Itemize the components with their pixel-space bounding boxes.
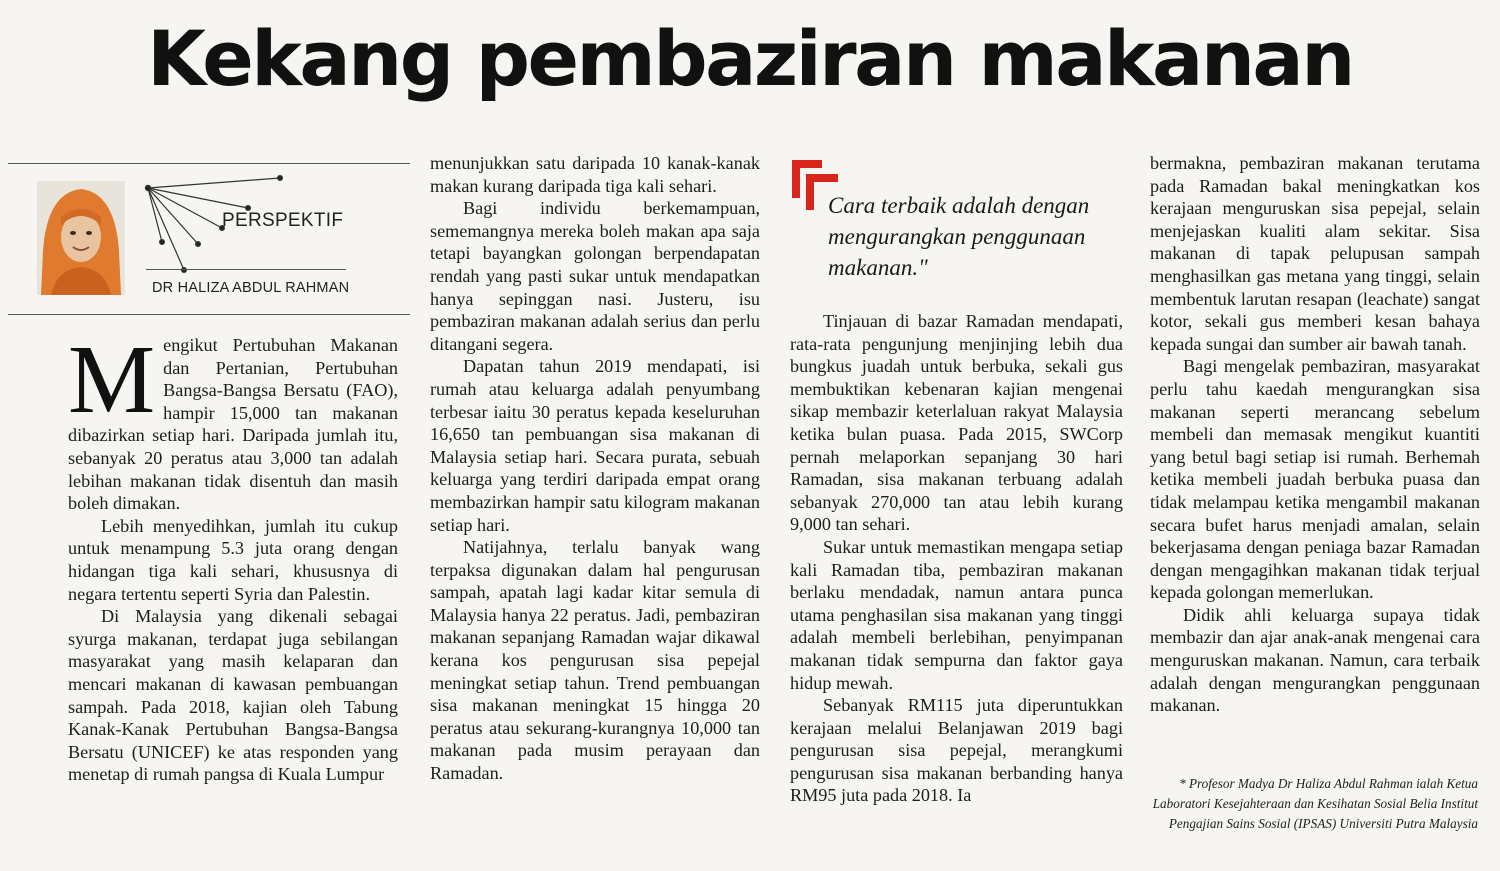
paragraph: Tinjauan di bazar Ramadan mendapati, rata-rata pengunjung menjinjing lebih dua bungkus juadah untuk berbuka, sekali gus membuktikan kebenaran kajian mengenai sikap membazir keterlaluan rakyat Malaysia ketika bulan puasa. Pada 2015, SWCorp pernah melaporkan sepanjang 30 hari Ramadan, sisa makanan terbuang adalah sebanyak 270,000 tan atau lebih kurang 9,000 tan sehari. [790,311,1123,535]
article-column-4 [1150,152,1480,717]
paragraph: Sukar untuk memastikan mengapa setiap kali Ramadan tiba, pembaziran makanan berlaku mendadak, namun antara punca utama penghasilan sisa makanan yang tinggi adalah membeli berlebihan, penyimpanan makanan tidak sempurna dan faktor gaya hidup mewah. [790,536,1123,693]
paragraph: Dapatan tahun 2019 mendapati, isi rumah atau keluarga adalah penyumbang terbesar iaitu 30 peratus kepada keseluruhan 16,650 tan pembuangan sisa makanan di Malaysia setiap hari. Secara purata, sebuah keluarga yang terdiri daripada empat orang membazirkan hampir satu kilogram makanan setiap hari. [430,356,760,535]
header-rule-mid [146,269,346,270]
paragraph: Lebih menyedihkan, jumlah itu cukup untuk menampung 5.3 juta orang dengan hidangan tiga kali sehari, khususnya di negara tertentu seperti Syria dan Palestin. [68,515,398,604]
paragraph: Sebanyak RM115 juta diperuntukkan kerajaan melalui Belanjawan 2019 bagi pengurusan sisa pepejal, merangkumi pengurusan sisa makanan berbanding hanya RM95 juta pada 2018. Ia [790,695,1123,806]
paragraph: menunjukkan satu daripada 10 kanak-kanak makan kurang daripada tiga kali sehari. [430,153,760,196]
drop-cap: M [68,326,156,434]
author-byline: DR HALIZA ABDUL RAHMAN [152,280,350,296]
pull-quote: Cara terbaik adalah dengan mengurangkan penggunaan makanan." [828,193,1090,280]
article-column-2 [430,152,760,785]
paragraph: Di Malaysia yang dikenali sebagai syurga makanan, terdapat juga sebilangan masyarakat yang masih kelaparan dan mencari makanan di kawasan pembuangan sampah. Pada 2018, kajian oleh Tabung Kanak-Kanak Pertubuhan Bangsa-Bangsa Bersatu (UNICEF) ke atas responden yang menetap di rumah pangsa di Kuala Lumpur [68,606,398,785]
author-footnote: * Profesor Madya Dr Haliza Abdul Rahman ialah Ketua Laboratori Kesejahteraan dan Kesihatan Sosial Belia Institut Pengajian Sains Sosial (IPSAS) Universiti Putra Malaysia [1152,776,1478,831]
author-photo [37,181,125,295]
section-label: PERSPEKTIF [222,210,344,231]
paragraph: Natijahnya, terlalu banyak wang terpaksa digunakan dalam hal pengurusan sampah, apatah lagi kadar kitar semula di Malaysia hanya 22 peratus. Jadi, pembaziran makanan sepanjang Ramadan wajar dikawal kerana kos pengurusan sisa pepejal meningkat setiap tahun. Trend pembuangan sisa makanan meningkat 15 hingga 20 peratus atau sekurang-kurangnya 10,000 tan makanan pada musim perayaan dan Ramadan. [430,537,760,784]
headline: Kekang pembaziran makanan [147,14,1353,103]
paragraph: Mengikut Pertubuhan Makanan dan Pertanian, Pertubuhan Bangsa-Bangsa Bersatu (FAO), hampir 15,000 tan makanan dibazirkan setiap hari. Daripada jumlah itu, sebanyak 20 peratus atau 3,000 tan adalah lebihan makanan tidak disentuh dan masih boleh dimakan. [68,326,398,514]
paragraph: Didik ahli keluarga supaya tidak membazir dan ajar anak-anak mengenai cara menguruskan makanan. Namun, cara terbaik adalah dengan mengurangkan penggunaan makanan. [1150,604,1480,716]
header-rule-top [8,163,410,164]
paragraph: bermakna, pembaziran makanan terutama pada Ramadan bakal meningkatkan kos kerajaan menguruskan sisa pepejal, selain menjejaskan kualiti alam sekitar. Sisa makanan di tapak pelupusan sampah menghasilkan gas metana yang tinggi, selain membentuk larutan resapan (leachate) sangat kotor, sekali gus memberi kesan bahaya kepada sungai dan sumber air bawah tanah. [1150,153,1480,354]
article-column-3 [790,310,1123,807]
header-rule-bottom [8,314,410,315]
article-column-1 [68,326,398,786]
paragraph: Bagi mengelak pembaziran, masyarakat perlu tahu kaedah mengurangkan sisa makanan seperti merancang sebelum membeli dan memasak mengikut kuantiti yang betul bagi setiap isi rumah. Berhemah ketika membeli juadah berbuka puasa dan tidak melampau ketika mengambil makanan secara bufet harus menjadi amalan, selain bekerjasama dengan peniaga bazar Ramadan dengan mengagihkan makanan tidak terjual kepada golongan memerlukan. [1150,356,1480,603]
paragraph: Bagi individu berkemampuan, sememangnya mereka boleh makan apa saja tetapi bayangkan golongan berpendapatan rendah yang pasti sukar untuk mendapatkan hanya sepinggan nasi. Justeru, isu pembaziran makanan adalah serius dan perlu ditangani segera. [430,198,760,354]
